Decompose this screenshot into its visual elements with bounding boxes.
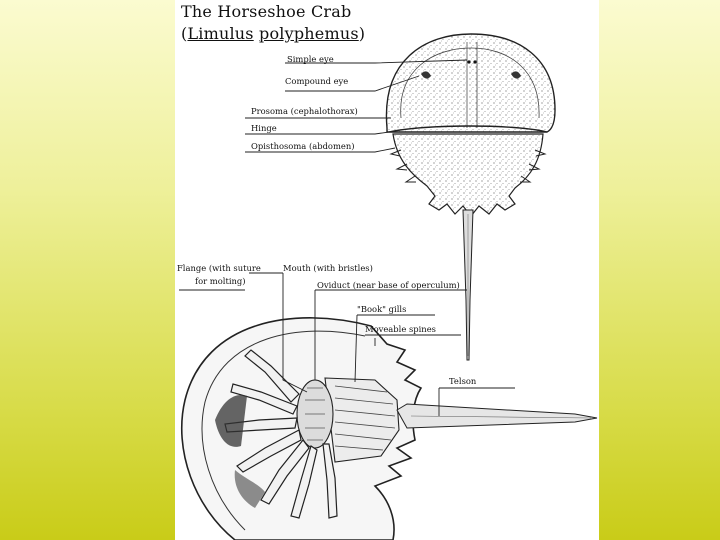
label-simple-eye: Simple eye bbox=[287, 54, 334, 64]
label-flange-line1: Flange (with suture bbox=[177, 263, 261, 273]
dorsal-view bbox=[386, 34, 555, 360]
label-book-gills: "Book" gills bbox=[357, 304, 407, 314]
label-compound-eye: Compound eye bbox=[285, 76, 349, 86]
opisthosoma-shell bbox=[393, 134, 543, 216]
label-flange-line2: for molting) bbox=[195, 276, 246, 286]
title-genus: Limulus bbox=[187, 24, 254, 43]
label-moveable-spines: Moveable spines bbox=[365, 324, 436, 334]
diagram-sheet bbox=[175, 0, 599, 540]
label-mouth: Mouth (with bristles) bbox=[283, 263, 373, 273]
diagram-title-line1: The Horseshoe Crab bbox=[181, 2, 352, 21]
label-opisthosoma: Opisthosoma (abdomen) bbox=[251, 141, 355, 151]
simple-eye bbox=[467, 60, 470, 63]
ventral-view bbox=[182, 318, 597, 540]
label-hinge: Hinge bbox=[251, 123, 277, 133]
diagram-title-line2 bbox=[181, 24, 365, 43]
title-close-paren: ) bbox=[358, 24, 366, 43]
label-telson: Telson bbox=[449, 376, 477, 386]
title-species: polyphemus bbox=[259, 24, 359, 43]
prosoma-shell bbox=[386, 34, 555, 132]
label-oviduct: Oviduct (near base of operculum) bbox=[317, 280, 460, 290]
label-prosoma: Prosoma (cephalothorax) bbox=[251, 106, 358, 116]
title-open-paren: ( bbox=[181, 24, 188, 43]
